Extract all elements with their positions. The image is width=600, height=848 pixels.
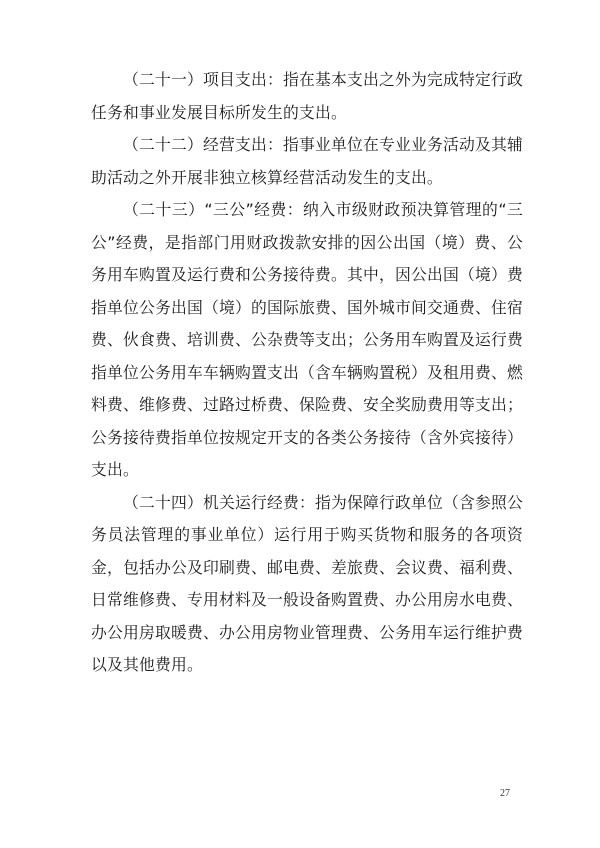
paragraph-three-public-expenses: （二十三）“三公”经费：纳入市级财政预决算管理的“三公”经费，是指部门用财政拨款安排的因公出国（境）费、公务用车购置及运行费和公务接待费。其中，因公出国（境）费指单位公务出国（境）的国际旅费、国外城市间交通费、住宿费、伙食费、培训费、公杂费等支出；公务用车购置及运行费指单位公务用车车辆购置支出（含车辆购置税）及租用费、燃料费、维修费、过路过桥费、保险费、安全奖励费用等支出；公务接待费指单位按规定开支的各类公务接待（含外宾接待）支出。 [91, 200, 523, 479]
paragraph-operating-expenditure: （二十二）经营支出：指事业单位在专业业务活动及其辅助活动之外开展非独立核算经营活动发生的支出。 [91, 135, 523, 187]
paragraph-agency-operating-funds: （二十四）机关运行经费：指为保障行政单位（含参照公务员法管理的事业单位）运行用于购买货物和服务的各项资金，包括办公及印刷费、邮电费、差旅费、会议费、福利费、日常维修费、专用材料及一般设备购置费、办公用房水电费、办公用房取暖费、办公用房物业管理费、公务用车运行维护费以及其他费用。 [91, 492, 523, 674]
page-number: 27 [500, 788, 510, 799]
document-body [91, 64, 523, 682]
paragraph-project-expenditure: （二十一）项目支出：指在基本支出之外为完成特定行政任务和事业发展目标所发生的支出。 [91, 70, 523, 122]
